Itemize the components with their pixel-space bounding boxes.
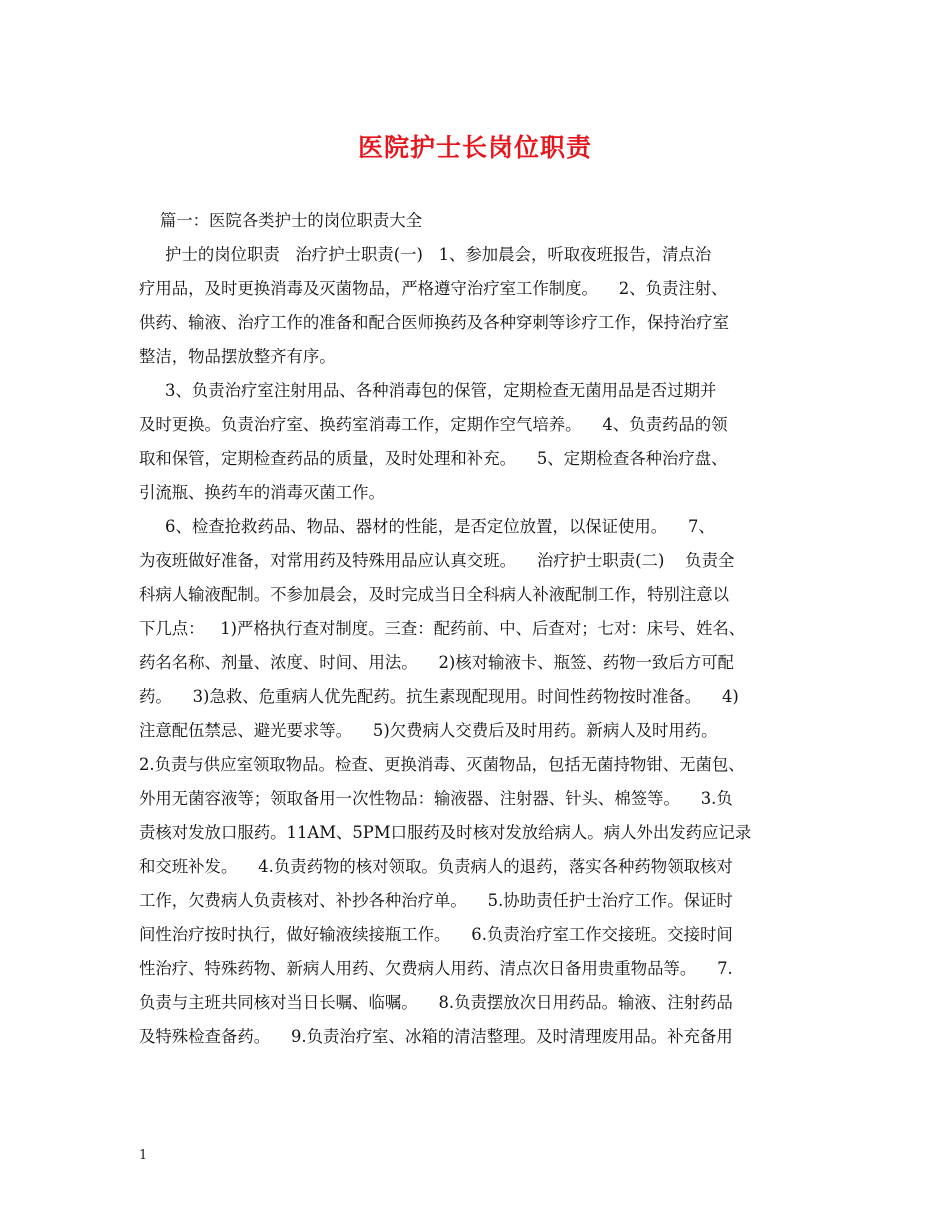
body-line: 注意配伍禁忌、避光要求等。 5)欠费病人交费后及时用药。新病人及时用药。 [139, 721, 718, 740]
body-line: 篇一：医院各类护士的岗位职责大全 [139, 211, 423, 230]
body-line: 和交班补发。 4.负责药物的核对领取。负责病人的退药，落实各种药物领取核对 [139, 857, 733, 876]
body-line: 为夜班做好准备，对常用药及特殊用品应认真交班。 治疗护士职责(二) 负责全 [139, 551, 735, 570]
document-body [139, 204, 829, 1054]
body-line: 整洁，物品摆放整齐有序。 [139, 347, 336, 366]
body-line: 供药、输液、治疗工作的准备和配合医师换药及各种穿刺等诊疗工作，保持治疗室 [139, 313, 730, 332]
body-line: 科病人输液配制。不参加晨会，及时完成当日全科病人补液配制工作，特别注意以 [139, 585, 730, 604]
body-line: 性治疗、特殊药物、新病人用药、欠费病人用药、清点次日备用贵重物品等。 7. [139, 959, 733, 978]
body-line: 负责与主班共同核对当日长嘱、临嘱。 8.负责摆放次日用药品。输液、注射药品 [139, 993, 733, 1012]
body-line: 间性治疗按时执行，做好输液续接瓶工作。 6.负责治疗室工作交接班。交接时间 [139, 925, 733, 944]
body-line: 及时更换。负责治疗室、换药室消毒工作，定期作空气培养。 4、负责药品的领 [139, 415, 728, 434]
document-title: 医院护士长岗位职责 [357, 133, 592, 162]
body-line: 及特殊检查备药。 9.负责治疗室、冰箱的清洁整理。及时清理废用品。补充备用 [139, 1027, 733, 1046]
body-line: 6、检查抢救药品、物品、器材的性能，是否定位放置，以保证使用。 7、 [139, 517, 715, 536]
body-line: 疗用品，及时更换消毒及灭菌物品，严格遵守治疗室工作制度。 2、负责注射、 [139, 279, 728, 298]
body-line: 责核对发放口服药。11AM、5PM口服药及时核对发放给病人。病人外出发药应记录 [139, 823, 752, 842]
page-number: 1 [139, 1148, 148, 1163]
body-line: 3、负责治疗室注射用品、各种消毒包的保管，定期检查无菌用品是否过期并 [139, 381, 717, 400]
body-line: 外用无菌容液等；领取备用一次性物品：输液器、注射器、针头、棉签等。 3.负 [139, 789, 733, 808]
body-line: 2.负责与供应室领取物品。检查、更换消毒、灭菌物品，包括无菌持物钳、无菌包、 [139, 755, 745, 774]
body-line: 药名名称、剂量、浓度、时间、用法。 2)核对输液卡、瓶签、药物一致后方可配 [139, 653, 734, 672]
body-line: 护士的岗位职责 治疗护士职责(一) 1、参加晨会，听取夜班报告，清点治 [139, 245, 712, 264]
body-line: 取和保管，定期检查药品的质量，及时处理和补充。 5、定期检查各种治疗盘、 [139, 449, 728, 468]
body-line: 引流瓶、换药车的消毒灭菌工作。 [139, 483, 385, 502]
body-line: 下几点： 1)严格执行查对制度。三查：配药前、中、后查对；七对：床号、姓名、 [139, 619, 746, 638]
body-line: 工作，欠费病人负责核对、补抄各种治疗单。 5.协助责任护士治疗工作。保证时 [139, 891, 733, 910]
body-line: 药。 3)急救、危重病人优先配药。抗生素现配现用。时间性药物按时准备。 4) [139, 687, 739, 706]
